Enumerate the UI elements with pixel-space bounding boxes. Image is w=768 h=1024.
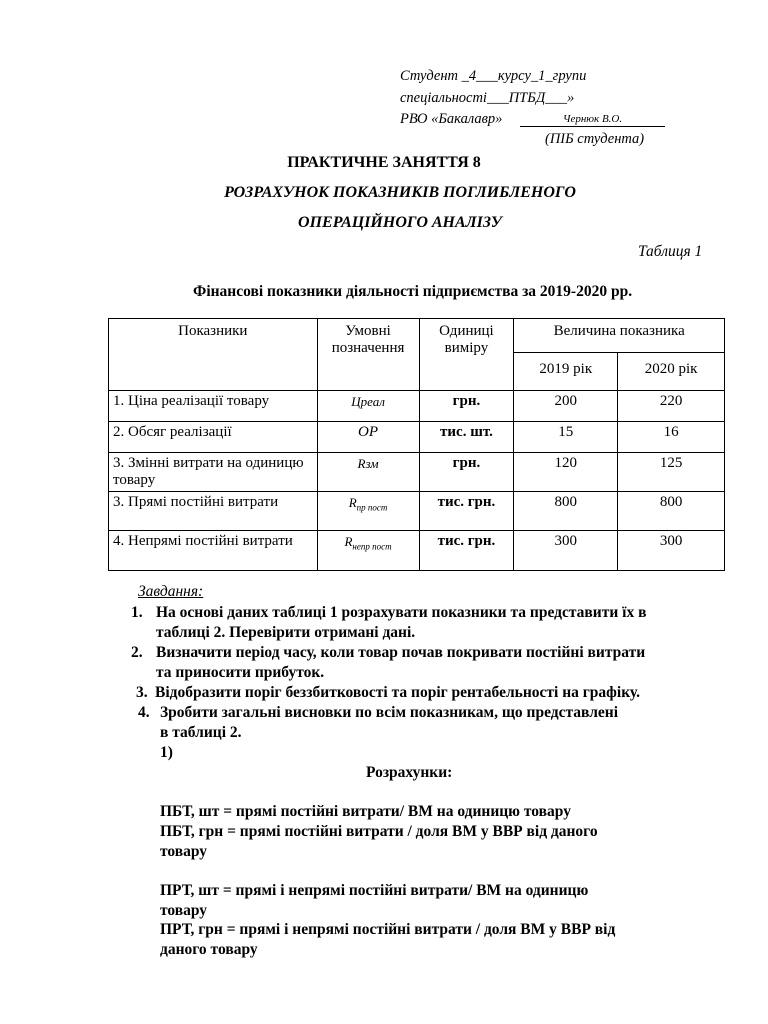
task-text: та приносити прибуток. [156,664,325,681]
rvo-line: РВО «Бакалавр» [400,111,503,127]
row-name: 1. Ціна реалізації товару [109,391,318,422]
subtitle-line-2: ОПЕРАЦІЙНОГО АНАЛІЗУ [298,214,502,231]
specialty-line: спеціальності___ПТБД___» [400,90,575,106]
symbol-main: R [348,495,357,510]
formula-line: товару [160,843,208,860]
calc-heading: Розрахунки: [366,764,453,781]
item-marker: 1) [160,744,173,761]
formula-line: ПРТ, шт = прямі і непрямі постійні витрати/ ВМ на одиницю [160,882,589,899]
row-value-2019: 200 [514,391,618,422]
row-name: 3. Змінні витрати на одиницю товару [109,453,318,492]
formula-line: ПБТ, шт = прямі постійні витрати/ ВМ на одиницю товару [160,803,571,820]
col-header-symbols: Умовні позначення [317,319,419,391]
table-row [109,531,725,571]
task-text: Відобразити поріг беззбитковості та поріг рентабельності на графіку. [155,684,640,701]
row-name: 4. Непрямі постійні витрати [109,531,318,571]
subtitle-line-1: РОЗРАХУНОК ПОКАЗНИКІВ ПОГЛИБЛЕНОГО [224,184,576,201]
table-row [109,492,725,531]
symbol-sub: пр пост [356,502,388,513]
row-unit: грн. [419,391,514,422]
row-value-2019: 15 [514,422,618,453]
col-header-2019: 2019 рік [514,353,618,391]
task-number: 2. [131,644,143,661]
row-value-2020: 800 [618,492,725,531]
task-text: Зробити загальні висновки по всім показникам, що представлені [160,704,619,721]
col-header-units: Одиниці виміру [419,319,514,391]
table-row [109,391,725,422]
financial-indicators-table [108,318,725,571]
row-symbol [317,531,419,571]
col-header-value: Величина показника [514,319,725,353]
row-value-2019: 120 [514,453,618,492]
symbol-main: R [344,534,353,549]
row-symbol: Rзм [317,453,419,492]
table-label: Таблиця 1 [638,243,703,260]
row-unit: тис. грн. [419,531,514,571]
student-name: Чернюк В.О. [520,112,665,127]
task-number: 1. [131,604,143,621]
task-number: 4. [138,704,150,721]
student-course-line: Студент _4___курсу_1_групи [400,68,587,84]
row-value-2020: 220 [618,391,725,422]
task-text: таблиці 2. Перевірити отримані дані. [156,624,416,641]
formula-line: товару [160,902,208,919]
task-text: Визначити період часу, коли товар почав покривати постійні витрати [156,644,646,661]
page-title: ПРАКТИЧНЕ ЗАНЯТТЯ 8 [287,154,481,171]
task-number: 3. [136,684,148,701]
col-header-2020: 2020 рік [618,353,725,391]
formula-line: ПБТ, грн = прямі постійні витрати / доля ВМ у ВВР від даного [160,823,598,840]
row-symbol: ОР [317,422,419,453]
col-header-indicators: Показники [109,319,318,391]
formula-line: даного товару [160,941,258,958]
row-value-2019: 800 [514,492,618,531]
symbol-sub: непр пост [352,541,392,552]
formula-line: ПРТ, грн = прямі і непрямі постійні витрати / доля ВМ у ВВР від [160,921,616,938]
pib-caption: (ПІБ студента) [545,131,645,147]
table-caption: Фінансові показники діяльності підприємства за 2019-2020 рр. [193,283,633,300]
row-value-2020: 16 [618,422,725,453]
row-symbol: Цреал [317,391,419,422]
row-symbol [317,492,419,531]
row-name: 2. Обсяг реалізації [109,422,318,453]
row-unit: тис. шт. [419,422,514,453]
row-value-2020: 125 [618,453,725,492]
row-name: 3. Прямі постійні витрати [109,492,318,531]
row-unit: тис. грн. [419,492,514,531]
task-text: На основі даних таблиці 1 розрахувати показники та представити їх в [156,604,647,621]
row-value-2019: 300 [514,531,618,571]
table-row [109,422,725,453]
row-unit: грн. [419,453,514,492]
row-value-2020: 300 [618,531,725,571]
tasks-heading: Завдання: [138,583,204,600]
table-row [109,453,725,492]
task-text: в таблиці 2. [160,724,242,741]
